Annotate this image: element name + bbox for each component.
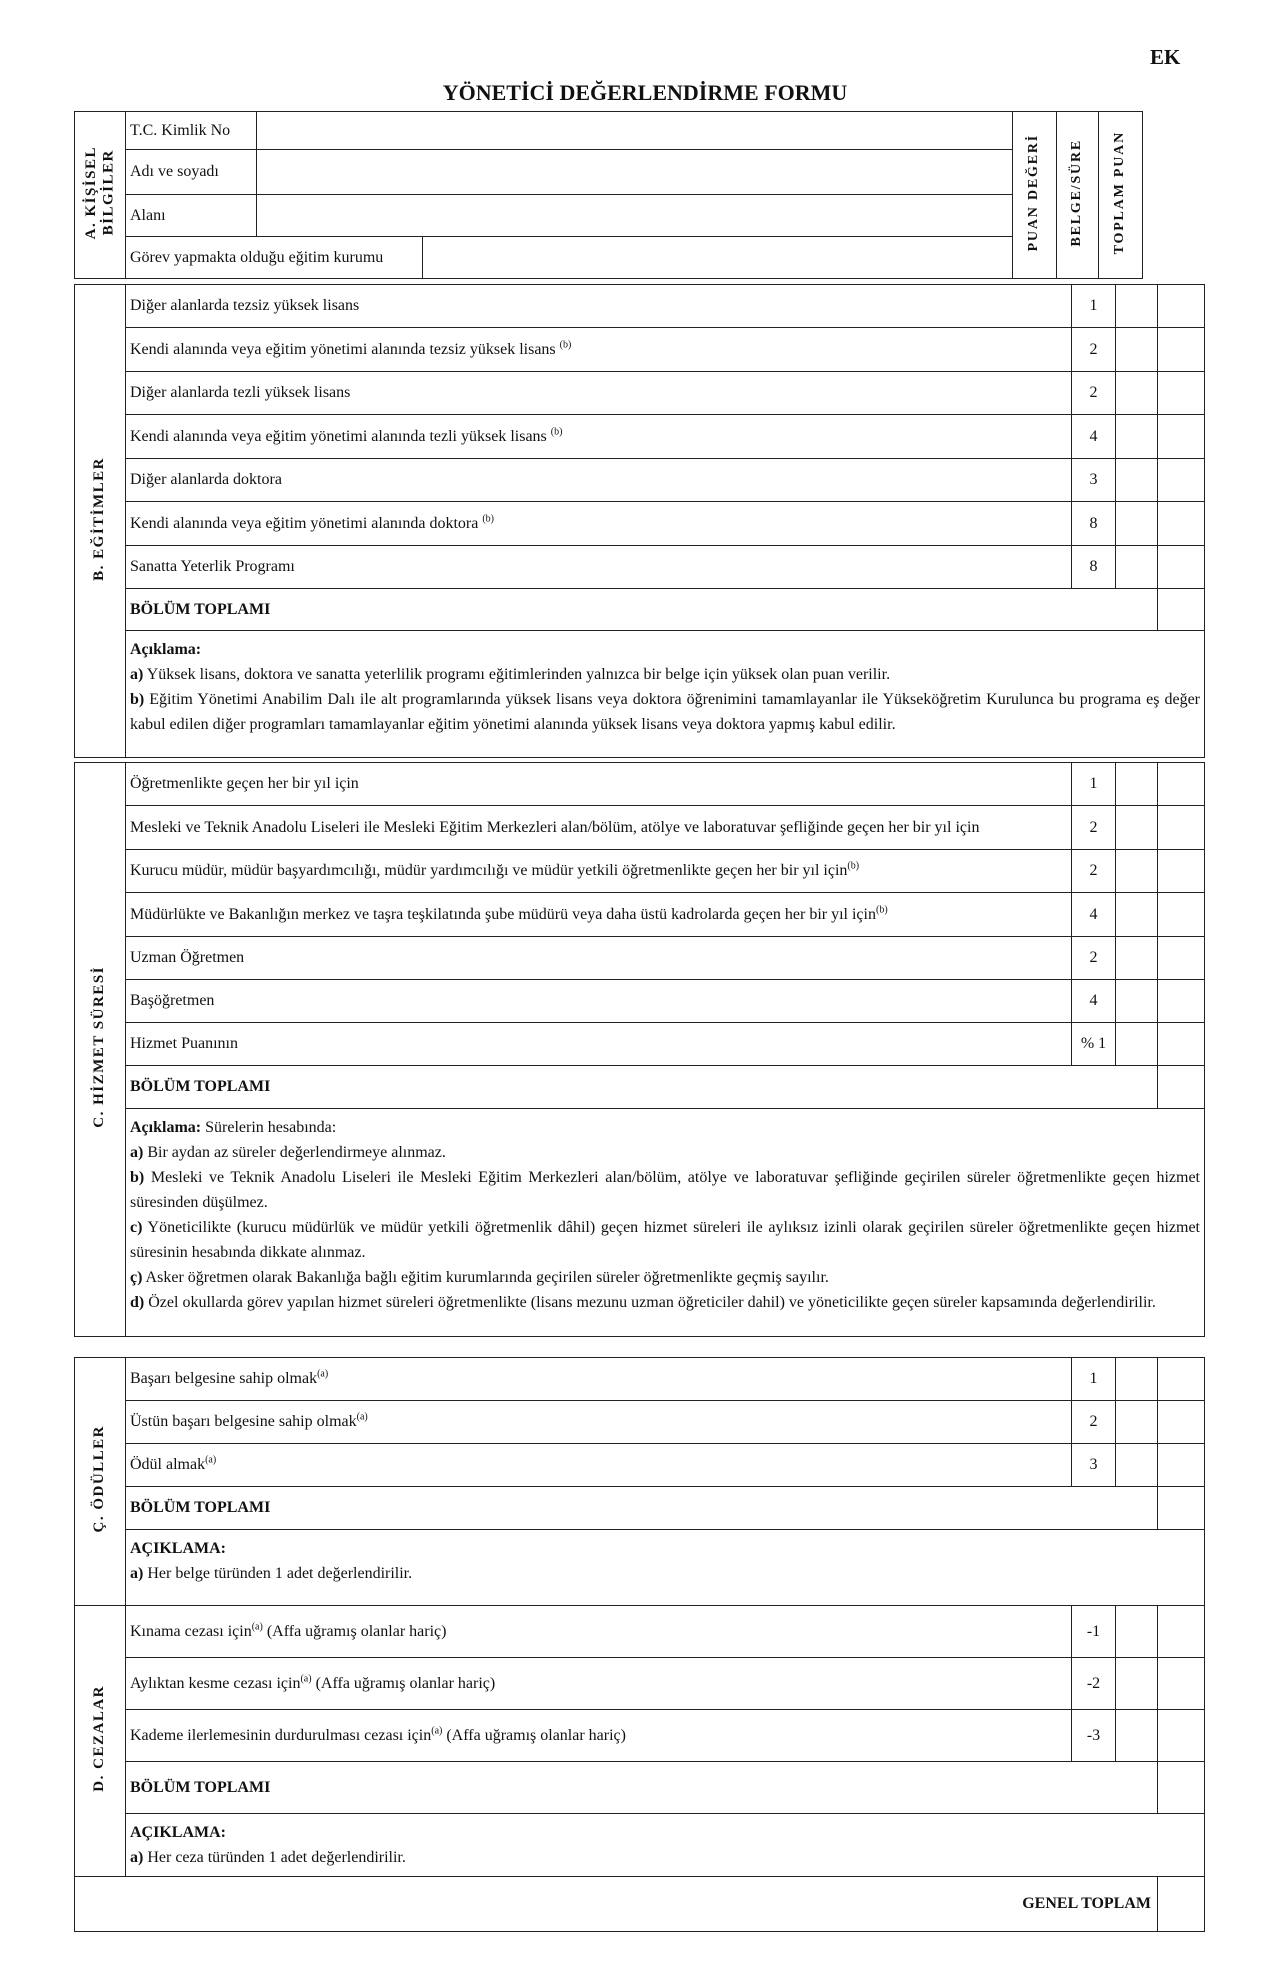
service-row-label: Hizmet Puanının: [126, 1023, 1072, 1066]
service-row-points: 2: [1072, 850, 1116, 893]
penalty-row-label: Aylıktan kesme cezası için$^{(a)}$ (Affa uğramış olanlar hariç): [126, 1658, 1072, 1710]
toplam-puan-cell[interactable]: [1158, 502, 1205, 546]
belge-sure-cell[interactable]: [1116, 372, 1158, 415]
field-label-gorev-kurumu: Görev yapmakta olduğu eğitim kurumu: [126, 237, 423, 279]
section-c-label: C. HİZMET SÜRESİ: [75, 763, 126, 1337]
section-d-table: [74, 1605, 1205, 1932]
education-row-label: Kendi alanında veya eğitim yönetimi alanında tezli yüksek lisans $^{(b)}$: [126, 415, 1072, 459]
toplam-puan-cell[interactable]: [1158, 1606, 1205, 1658]
service-row-points: 2: [1072, 806, 1116, 850]
form-title: YÖNETİCİ DEĞERLENDİRME FORMU: [442, 80, 848, 105]
service-row-points: 4: [1072, 980, 1116, 1023]
section-c-total-cell[interactable]: [1158, 1066, 1205, 1109]
section-cc-total-cell[interactable]: [1158, 1487, 1205, 1530]
education-row-points: 2: [1072, 372, 1116, 415]
genel-toplam-cell[interactable]: [1158, 1877, 1205, 1932]
field-label-alani: Alanı: [126, 195, 257, 237]
section-cc-table: [74, 1357, 1205, 1606]
service-row-label: Uzman Öğretmen: [126, 937, 1072, 980]
toplam-puan-cell[interactable]: [1158, 372, 1205, 415]
service-row-points: % 1: [1072, 1023, 1116, 1066]
toplam-puan-cell[interactable]: [1158, 1444, 1205, 1487]
adi-soyadi-input[interactable]: [257, 150, 1013, 195]
penalty-row-points: -3: [1072, 1710, 1116, 1762]
blank-margin: [1143, 112, 1205, 279]
award-row-label: Ödül almak$^{(a)}$: [126, 1444, 1072, 1487]
belge-sure-cell[interactable]: [1116, 1606, 1158, 1658]
belge-sure-cell[interactable]: [1116, 546, 1158, 589]
belge-sure-cell[interactable]: [1116, 459, 1158, 502]
service-row-label: Mesleki ve Teknik Anadolu Liseleri ile Mesleki Eğitim Merkezleri alan/bölüm, atölye ve laboratuvar şefliğinde geçen her bir yıl için: [126, 806, 1072, 850]
toplam-puan-cell[interactable]: [1158, 459, 1205, 502]
award-row-label: Başarı belgesine sahip olmak$^{(a)}$: [126, 1358, 1072, 1401]
column-header-toplam-puan: TOPLAM PUAN: [1099, 112, 1143, 279]
service-row-points: 1: [1072, 763, 1116, 806]
toplam-puan-cell[interactable]: [1158, 1710, 1205, 1762]
education-row-points: 1: [1072, 285, 1116, 328]
education-row-label: Diğer alanlarda doktora: [126, 459, 1072, 502]
field-label-tc-kimlik-no: T.C. Kimlik No: [126, 112, 257, 150]
toplam-puan-cell[interactable]: [1158, 546, 1205, 589]
section-b-explanation: Açıklama: a) Yüksek lisans, doktora ve sanatta yeterlilik programı eğitimlerinden yalnızca bir belge için yüksek olan puan verilir. b) Eğitim Yönetimi Anabilim Dalı ile alt programlarında yüksek lisans veya doktora öğrenimini tamamlayanlar ile Yükseköğretim Kurulunca bu programa eş değer kabul edilen diğer programları tamamlayanlar eğitim yönetimi alanında yüksek lisans veya doktora yapmış kabul edilir.: [126, 631, 1205, 758]
belge-sure-cell[interactable]: [1116, 937, 1158, 980]
education-row-label: Kendi alanında veya eğitim yönetimi alanında doktora $^{(b)}$: [126, 502, 1072, 546]
education-row-label: Diğer alanlarda tezsiz yüksek lisans: [126, 285, 1072, 328]
toplam-puan-cell[interactable]: [1158, 1401, 1205, 1444]
evaluation-form-table: [74, 111, 1205, 279]
genel-toplam-label: GENEL TOPLAM: [75, 1877, 1158, 1932]
toplam-puan-cell[interactable]: [1158, 980, 1205, 1023]
award-row-points: 2: [1072, 1401, 1116, 1444]
belge-sure-cell[interactable]: [1116, 502, 1158, 546]
section-b-total-cell[interactable]: [1158, 589, 1205, 631]
belge-sure-cell[interactable]: [1116, 1710, 1158, 1762]
section-d-label: D. CEZALAR: [75, 1606, 126, 1877]
toplam-puan-cell[interactable]: [1158, 1658, 1205, 1710]
belge-sure-cell[interactable]: [1116, 1658, 1158, 1710]
service-row-points: 2: [1072, 937, 1116, 980]
tc-kimlik-no-input[interactable]: [257, 112, 1013, 150]
education-row-points: 4: [1072, 415, 1116, 459]
belge-sure-cell[interactable]: [1116, 1023, 1158, 1066]
section-cc-label: Ç. ÖDÜLLER: [75, 1358, 126, 1606]
service-row-label: Başöğretmen: [126, 980, 1072, 1023]
service-row-label: Müdürlükte ve Bakanlığın merkez ve taşra teşkilatında şube müdürü veya daha üstü kadrolarda geçen her bir yıl için$^{(b)}$: [126, 893, 1072, 937]
toplam-puan-cell[interactable]: [1158, 285, 1205, 328]
education-row-points: 3: [1072, 459, 1116, 502]
belge-sure-cell[interactable]: [1116, 285, 1158, 328]
section-d-explanation: AÇIKLAMA: a) Her ceza türünden 1 adet değerlendirilir.: [126, 1814, 1205, 1877]
education-row-label: Diğer alanlarda tezli yüksek lisans: [126, 372, 1072, 415]
award-row-label: Üstün başarı belgesine sahip olmak$^{(a)}$: [126, 1401, 1072, 1444]
section-cc-total-label: BÖLÜM TOPLAMI: [126, 1487, 1158, 1530]
toplam-puan-cell[interactable]: [1158, 1358, 1205, 1401]
education-row-label: Kendi alanında veya eğitim yönetimi alanında tezsiz yüksek lisans $^{(b)}$: [126, 328, 1072, 372]
belge-sure-cell[interactable]: [1116, 328, 1158, 372]
belge-sure-cell[interactable]: [1116, 893, 1158, 937]
ek-label: EK: [1150, 45, 1181, 69]
sections-table: [74, 284, 1205, 758]
service-row-label: Öğretmenlikte geçen her bir yıl için: [126, 763, 1072, 806]
penalty-row-label: Kademe ilerlemesinin durdurulması cezası için$^{(a)}$ (Affa uğramış olanlar hariç): [126, 1710, 1072, 1762]
belge-sure-cell[interactable]: [1116, 1401, 1158, 1444]
toplam-puan-cell[interactable]: [1158, 893, 1205, 937]
section-c-table: [74, 762, 1205, 1337]
belge-sure-cell[interactable]: [1116, 763, 1158, 806]
belge-sure-cell[interactable]: [1116, 806, 1158, 850]
belge-sure-cell[interactable]: [1116, 980, 1158, 1023]
penalty-row-points: -1: [1072, 1606, 1116, 1658]
toplam-puan-cell[interactable]: [1158, 328, 1205, 372]
column-header-puan-degeri: PUAN DEĞERİ: [1013, 112, 1057, 279]
education-row-label: Sanatta Yeterlik Programı: [126, 546, 1072, 589]
column-header-belge-sure: BELGE/SÜRE: [1057, 112, 1099, 279]
gorev-kurumu-input[interactable]: [423, 237, 1013, 279]
belge-sure-cell[interactable]: [1116, 1358, 1158, 1401]
toplam-puan-cell[interactable]: [1158, 1023, 1205, 1066]
toplam-puan-cell[interactable]: [1158, 806, 1205, 850]
section-c-total-label: BÖLÜM TOPLAMI: [126, 1066, 1158, 1109]
toplam-puan-cell[interactable]: [1158, 415, 1205, 459]
section-d-total-label: BÖLÜM TOPLAMI: [126, 1762, 1158, 1814]
section-a-label: A. KİŞİSEL BİLGİLER: [75, 112, 126, 279]
award-row-points: 3: [1072, 1444, 1116, 1487]
belge-sure-cell[interactable]: [1116, 850, 1158, 893]
award-row-points: 1: [1072, 1358, 1116, 1401]
education-row-points: 8: [1072, 502, 1116, 546]
service-row-label: Kurucu müdür, müdür başyardımcılığı, müdür yardımcılığı ve müdür yetkili öğretmenlikte geçen her bir yıl için$^{(b)}$: [126, 850, 1072, 893]
toplam-puan-cell[interactable]: [1158, 937, 1205, 980]
penalty-row-points: -2: [1072, 1658, 1116, 1710]
education-row-points: 2: [1072, 328, 1116, 372]
section-d-total-cell[interactable]: [1158, 1762, 1205, 1814]
toplam-puan-cell[interactable]: [1158, 850, 1205, 893]
belge-sure-cell[interactable]: [1116, 415, 1158, 459]
penalty-row-label: Kınama cezası için$^{(a)}$ (Affa uğramış olanlar hariç): [126, 1606, 1072, 1658]
toplam-puan-cell[interactable]: [1158, 763, 1205, 806]
field-label-adi-soyadi: Adı ve soyadı: [126, 150, 257, 195]
service-row-points: 4: [1072, 893, 1116, 937]
section-b-label: B. EĞİTİMLER: [75, 285, 126, 758]
section-c-explanation: Açıklama: Sürelerin hesabında: a) Bir aydan az süreler değerlendirmeye alınmaz. b) Mesleki ve Teknik Anadolu Liseleri ile Mesleki Eğitim Merkezleri alan/bölüm, atölye ve laboratuvar şefliğinde geçirilen süreler öğretmenlikte geçen hizmet süresinden düşülmez. c) Yöneticilikte (kurucu müdürlük ve müdür yetkili öğretmenlik dâhil) geçen hizmet süreleri ile aylıksız izinli olarak geçirilen süreler öğretmenlikte geçen hizmet süresinin hesabında dikkate alınmaz. ç) Asker öğretmen olarak Bakanlığa bağlı eğitim kurumlarında geçirilen süreler öğretmenlikte geçmiş sayılır. d) Özel okullarda görev yapılan hizmet süreleri öğretmenlikte (lisans mezunu uzman öğreticiler dahil) ve yöneticilikte geçen süreler kapsamında değerlendirilir.: [126, 1109, 1205, 1337]
alani-input[interactable]: [257, 195, 1013, 237]
section-b-total-label: BÖLÜM TOPLAMI: [126, 589, 1158, 631]
belge-sure-cell[interactable]: [1116, 1444, 1158, 1487]
education-row-points: 8: [1072, 546, 1116, 589]
section-cc-explanation: AÇIKLAMA: a) Her belge türünden 1 adet değerlendirilir.: [126, 1530, 1205, 1606]
